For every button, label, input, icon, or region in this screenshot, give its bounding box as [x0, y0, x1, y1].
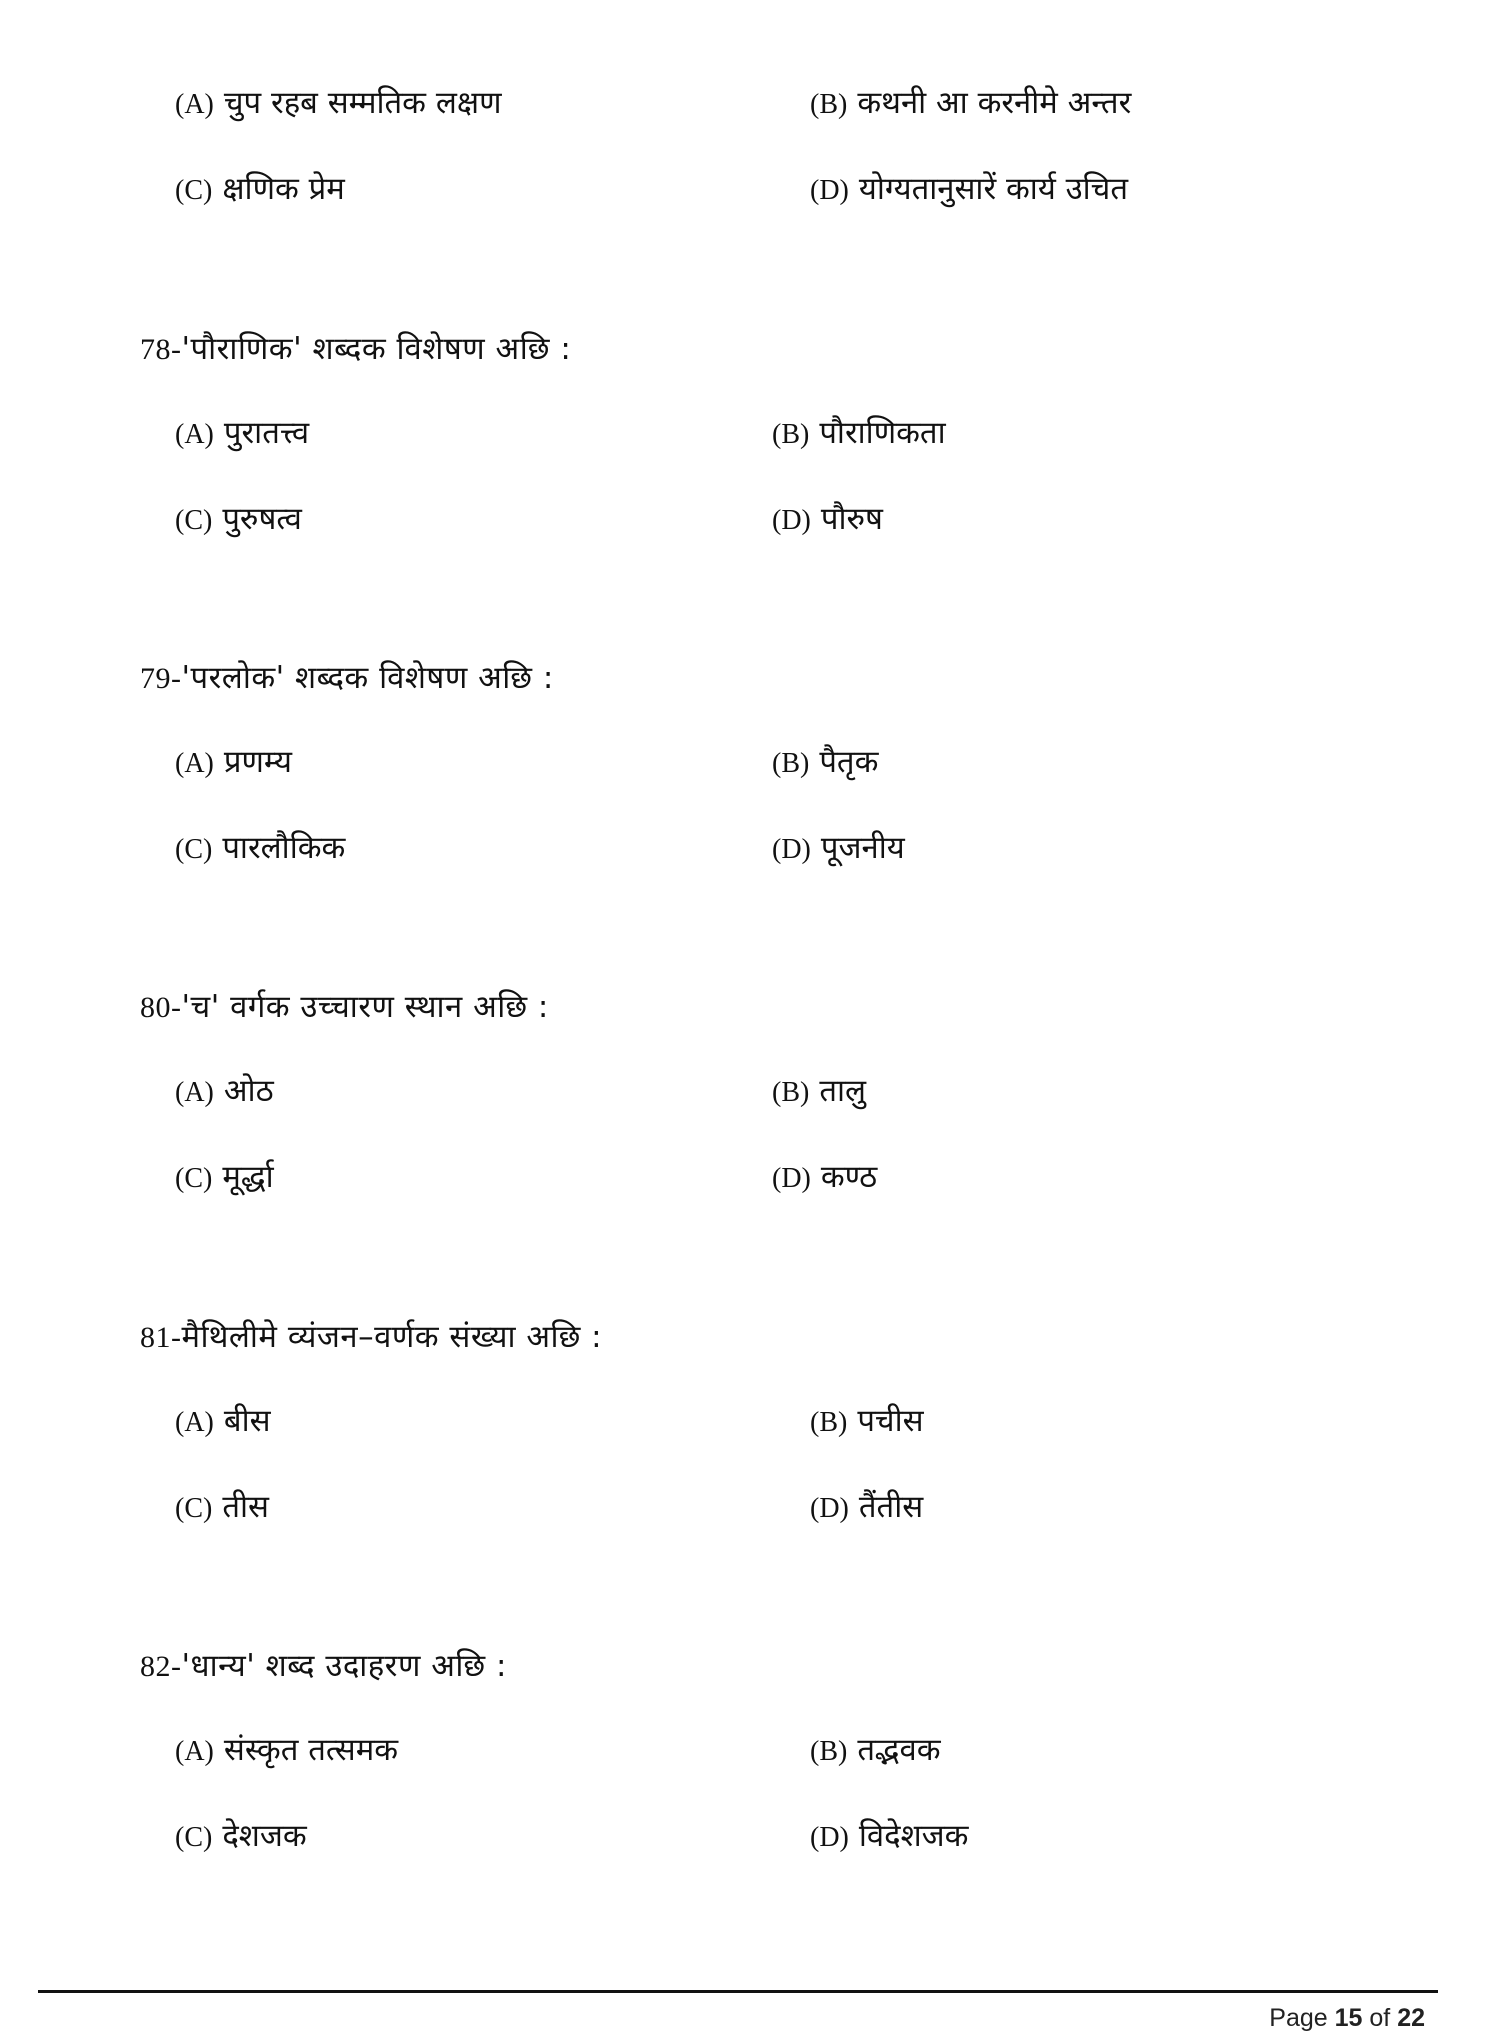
page-number [1269, 2004, 1425, 2033]
question-81 [140, 1316, 602, 1358]
option-a [175, 1070, 274, 1113]
option-a [175, 741, 292, 784]
option-b [772, 741, 878, 784]
page-total: 22 [1397, 2004, 1425, 2032]
option-text: ओठ [223, 1073, 274, 1109]
option-label: (A) [175, 1407, 214, 1438]
option-label: (D) [772, 1163, 811, 1194]
question-number: 80- [140, 991, 182, 1024]
option-label: (C) [175, 834, 213, 865]
option-label: (D) [772, 505, 811, 536]
option-label: (B) [810, 89, 848, 120]
option-d [810, 168, 1128, 211]
option-c [175, 168, 345, 211]
option-text: पूजनीय [820, 830, 905, 866]
option-label: (A) [175, 89, 214, 120]
option-c [175, 1486, 269, 1529]
option-label: (C) [175, 1822, 213, 1853]
option-text: बीस [223, 1403, 271, 1439]
option-label: (A) [175, 419, 214, 450]
option-text: पैतृक [819, 744, 879, 780]
option-label: (B) [810, 1407, 848, 1438]
option-c [175, 1815, 307, 1858]
option-label: (C) [175, 1493, 213, 1524]
option-label: (C) [175, 175, 213, 206]
option-text: कथनी आ करनीमे अन्तर [857, 85, 1132, 121]
question-79 [140, 657, 554, 699]
option-text: क्षणिक प्रेम [222, 171, 345, 207]
option-d [772, 1156, 877, 1199]
option-text: पुरुषत्व [222, 501, 302, 537]
option-a [175, 1400, 271, 1443]
option-d [772, 827, 905, 870]
option-text: देशजक [222, 1818, 307, 1854]
option-text: तैंतीस [858, 1489, 924, 1525]
option-a [175, 412, 309, 455]
option-b [810, 82, 1131, 125]
page-current: 15 [1334, 2004, 1363, 2032]
option-label: (B) [772, 419, 810, 450]
option-d [810, 1815, 969, 1858]
option-text: विदेशजक [858, 1818, 969, 1854]
option-label: (B) [772, 1077, 810, 1108]
option-b [772, 1070, 866, 1113]
option-b [810, 1729, 941, 1772]
option-text: तालु [819, 1073, 867, 1109]
option-label: (A) [175, 748, 214, 779]
page-prefix: Page [1269, 2004, 1328, 2032]
option-label: (D) [810, 175, 849, 206]
question-number: 81- [140, 1321, 182, 1354]
option-d [810, 1486, 923, 1529]
option-a [175, 1729, 398, 1772]
option-label: (C) [175, 505, 213, 536]
option-text: कण्ठ [820, 1159, 878, 1195]
option-b [772, 412, 946, 455]
option-a [175, 82, 502, 125]
option-c [175, 1156, 274, 1199]
option-text: पचीस [857, 1403, 924, 1439]
question-number: 78- [140, 333, 182, 366]
option-c [175, 827, 345, 870]
question-number: 82- [140, 1650, 182, 1683]
page-of: of [1369, 2004, 1391, 2032]
option-b [810, 1400, 924, 1443]
question-82 [140, 1645, 507, 1687]
option-text: चुप रहब सम्मतिक लक्षण [223, 85, 502, 121]
option-text: तीस [222, 1489, 269, 1525]
option-text: पारलौकिक [222, 830, 346, 866]
question-text: 'च' वर्गक उच्चारण स्थान अछि : [181, 989, 549, 1025]
option-label: (A) [175, 1736, 214, 1767]
option-text: प्रणम्य [223, 744, 292, 780]
option-text: पौरुष [820, 501, 883, 537]
option-text: संस्कृत तत्समक [223, 1732, 399, 1768]
footer-divider [38, 1990, 1438, 1993]
question-text: मैथिलीमे व्यंजन–वर्णक संख्या अछि : [181, 1319, 603, 1355]
question-text: 'पौराणिक' शब्दक विशेषण अछि : [181, 331, 572, 367]
option-label: (B) [772, 748, 810, 779]
question-80 [140, 986, 549, 1028]
option-d [772, 498, 883, 541]
option-text: तद्भवक [857, 1732, 941, 1768]
question-text: 'धान्य' शब्द उदाहरण अछि : [181, 1648, 507, 1684]
option-text: पुरातत्त्व [223, 415, 310, 451]
question-number: 79- [140, 662, 182, 695]
option-label: (D) [772, 834, 811, 865]
option-label: (B) [810, 1736, 848, 1767]
option-c [175, 498, 302, 541]
option-text: योग्यतानुसारें कार्य उचित [858, 171, 1129, 207]
option-text: पौराणिकता [819, 415, 946, 451]
question-text: 'परलोक' शब्दक विशेषण अछि : [181, 660, 554, 696]
question-78 [140, 328, 571, 370]
option-text: मूर्द्धा [222, 1159, 274, 1195]
option-label: (D) [810, 1822, 849, 1853]
option-label: (D) [810, 1493, 849, 1524]
option-label: (A) [175, 1077, 214, 1108]
option-label: (C) [175, 1163, 213, 1194]
